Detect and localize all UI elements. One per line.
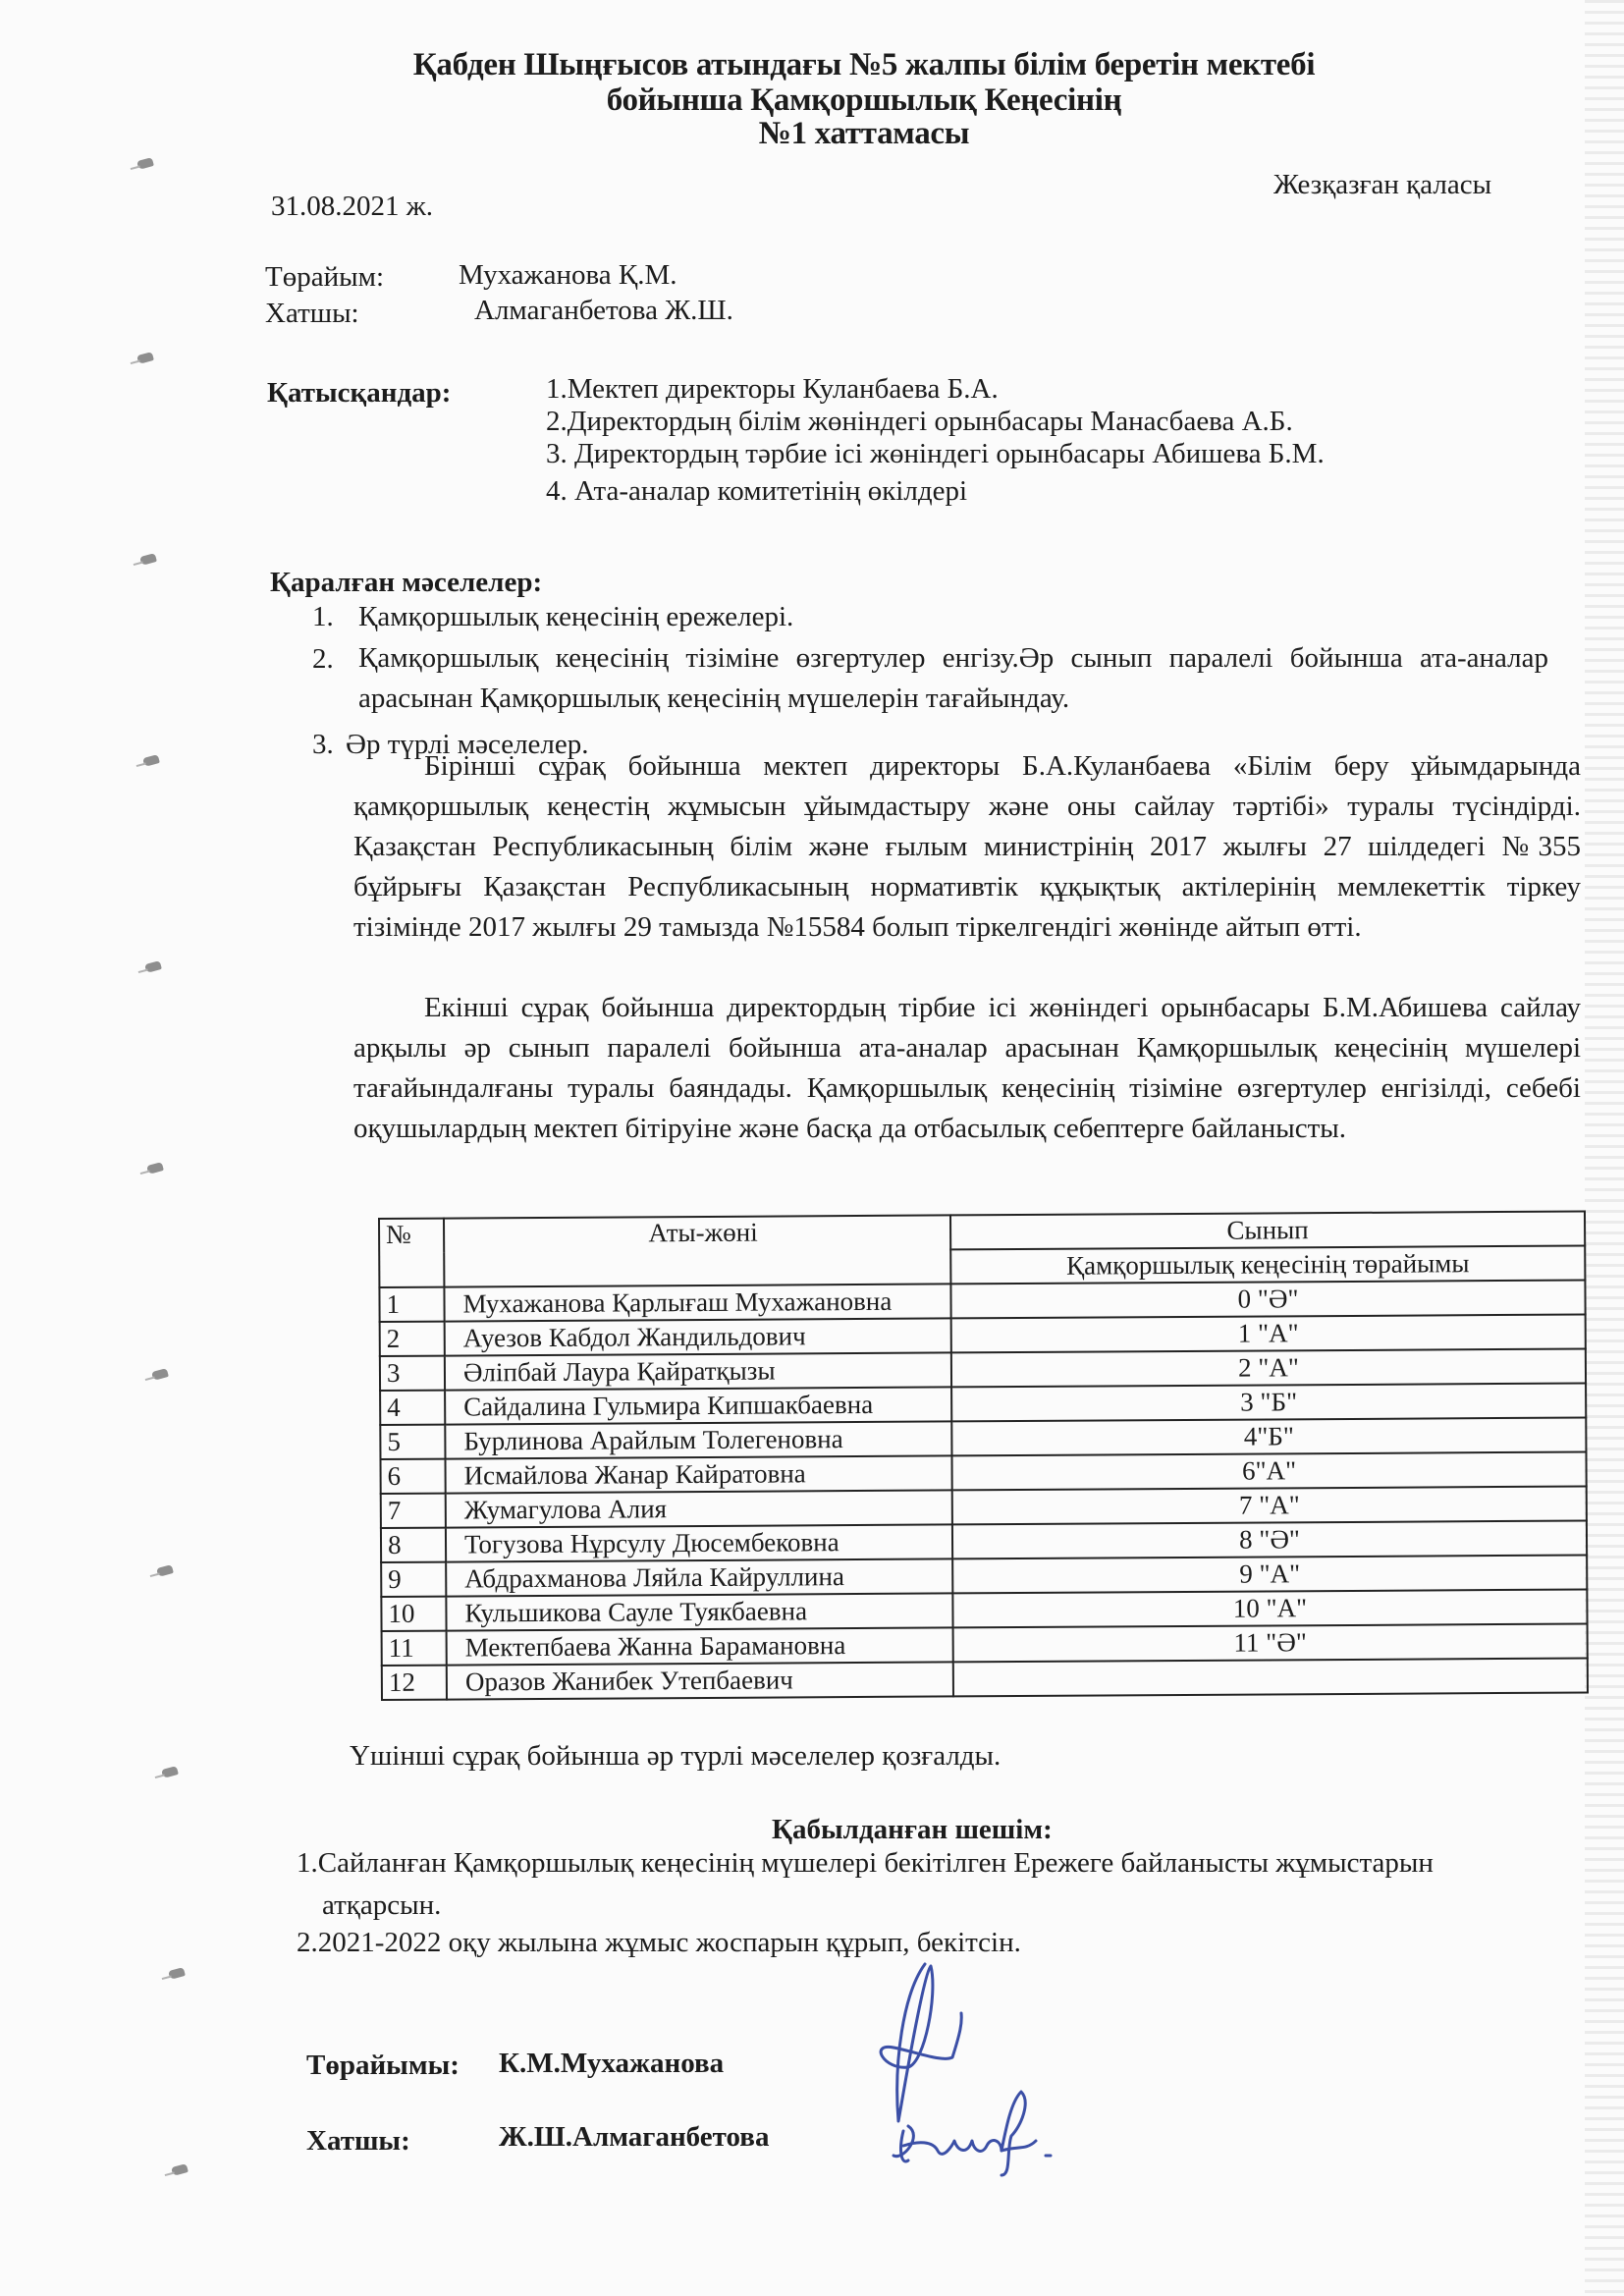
discussion-second-question [353,988,1581,1149]
member-class: 6"А" [951,1451,1586,1490]
discussion-third-question: Үшінші сұрақ бойынша әр түрлі мәселелер қозғалды. [350,1740,1001,1772]
member-number: 10 [381,1597,446,1631]
punch-hole-mark [146,1162,164,1175]
participant-item: 1.Мектеп директоры Куланбаева Б.А. [546,373,999,405]
member-number: 3 [380,1356,445,1391]
meeting-date: 31.08.2021 ж. [271,191,434,222]
member-class: 7 "А" [952,1486,1587,1524]
chair-name: Мухажанова Қ.М. [459,259,677,291]
member-name: Исмайлова Жанар Кайратовна [446,1455,952,1493]
city-name: Жезқазған қаласы [1273,169,1492,200]
member-number: 9 [381,1562,446,1597]
header-number: № [379,1219,444,1287]
discussion-paragraph: Бірінші сұрақ бойынша мектеп директоры Б.А.Куланбаева «Білім беру ұйымдарында қамқоршылық кеңестің жұмысын ұйымдастыру және оны сайлау тәртібі» туралы түсіндірді. Қазақстан Республикасының білім және ғылым министрінің 2017 жылғы 27 шілдедегі №355 бұйрығы Қазақстан Республикасының нормативтік құқықтық актілерінің мемлекеттік тіркеу тізімінде 2017 жылғы 29 тамызда №15584 болып тіркелгендігі жөнінде айтып өтті. [353,750,1581,943]
member-name: Оразов Жанибек Утепбаевич [447,1662,953,1699]
member-class-empty [953,1658,1588,1696]
member-name: Абдрахманова Ляйла Кайруллина [446,1558,952,1596]
agenda-item-number: 3. [312,729,334,760]
participant-item: 2.Директордың білім жөніндегі орынбасары Манасбаева А.Б. [546,406,1293,437]
agenda-label: Қаралған мәселелер: [270,567,543,598]
member-class: 1 "А" [951,1314,1586,1352]
secretary-name: Алмаганбетова Ж.Ш. [474,295,733,326]
header-name: Аты-жөні [444,1215,950,1286]
punch-hole-mark [161,1766,179,1778]
member-class: 3 "Б" [951,1383,1586,1421]
member-class: 9 "А" [952,1555,1587,1593]
punch-hole-mark [136,352,154,364]
member-name: Жумагулова Алия [446,1490,952,1527]
sign-secretary-name: Ж.Ш.Алмаганбетова [499,2121,770,2153]
document-title-line-1: Қабден Шыңғысов атындағы №5 жалпы білім беретін мектебі [412,47,1316,82]
document-title-line-2: бойынша Қамқоршылық Кеңесінің [606,82,1122,118]
agenda-item-number: 2. [312,643,334,675]
punch-hole-mark [139,553,157,566]
agenda-item [358,638,1548,719]
sign-secretary-label: Хатшы: [306,2125,410,2157]
punch-hole-mark [171,2163,189,2176]
discussion-paragraph: Екінші сұрақ бойынша директордың тірбие ісі жөніндегі орынбасары Б.М.Абишева сайлау арқылы әр сынып паралелі бойынша ата-аналар арасынан Қамқоршылық кеңесінің мүшелері тағайындалғаны туралы баяндады. Қамқоршылық кеңесінің тізіміне өзгертулер енгізілді, себебі оқушылардың мектеп бітіруіне және басқа да отбасылық себептерге байланысты. [353,992,1581,1144]
member-class: 8 "Ә" [952,1520,1587,1558]
member-number: 8 [381,1528,446,1562]
member-name: Ауезов Кабдол Жандильдович [445,1318,951,1355]
member-class: 4"Б" [951,1417,1586,1455]
punch-hole-mark [144,960,162,973]
member-name: Мектепбаева Жанна Барамановна [447,1627,953,1665]
handwritten-signature-icon [864,1954,1119,2180]
punch-hole-mark [136,157,154,170]
council-members-table [378,1210,1589,1701]
agenda-item-text: Қамқоршылық кеңесінің тізіміне өзгертулер енгізу.Әр сынып паралелі бойынша ата-аналар арасынан Қамқоршылық кеңесінің мүшелерін тағайындау. [358,642,1548,714]
sign-chair-name: К.М.Мухажанова [499,2048,725,2079]
member-name: Мухажанова Қарлығаш Мухажановна [444,1284,950,1321]
agenda-item: Әр түрлі мәселелер. [346,729,589,760]
participant-item: 3. Директордың тәрбие ісі жөніндегі орынбасары Абишева Б.М. [546,438,1325,469]
table-row [382,1658,1588,1700]
member-name: Тогузова Нұрсулу Дюсембековна [446,1524,952,1561]
member-number: 1 [379,1287,444,1322]
member-class: 2 "А" [951,1348,1586,1387]
punch-hole-mark [168,1967,186,1980]
decision-item-1 [297,1842,1435,1927]
agenda-item-number: 1. [312,601,334,632]
member-name: Сайдалина Гульмира Кипшакбаевна [445,1387,951,1424]
agenda-item: Қамқоршылық кеңесінің ережелері. [358,601,794,632]
punch-hole-mark [142,754,160,767]
scan-edge-shadow [1585,0,1624,2296]
member-name: Бурлинова Арайлым Толегеновна [445,1421,951,1458]
member-name: Әліпбай Лаура Қайратқызы [445,1352,951,1390]
member-number: 4 [380,1391,445,1425]
secretary-label: Хатшы: [265,298,359,329]
punch-hole-mark [151,1368,169,1381]
member-class: 11 "Ә" [953,1623,1588,1662]
member-number: 2 [380,1322,445,1356]
header-class: Сынып [950,1211,1585,1249]
participant-item: 4. Ата-аналар комитетінің өкілдері [546,475,968,507]
chair-label: Төрайым: [265,261,384,293]
discussion-first-question [353,746,1581,948]
member-number: 5 [380,1425,445,1459]
participants-label: Қатысқандар: [267,377,452,409]
punch-hole-mark [156,1564,174,1577]
member-class: 0 "Ә" [950,1280,1585,1318]
decision-label: Қабылданған шешім: [772,1814,1053,1845]
sign-chair-label: Төрайымы: [306,2050,460,2081]
decision-item-text: 1.Сайланған Қамқоршылық кеңесінің мүшелері бекітілген Ережеге байланысты жұмыстарын атқарсын. [297,1847,1434,1921]
member-name: Кульшикова Сауле Туякбаевна [446,1593,952,1630]
member-number: 12 [382,1666,447,1700]
member-class: Қамқоршылық кеңесінің төрайымы [950,1245,1585,1284]
member-class: 10 "А" [952,1589,1587,1627]
decision-item-2: 2.2021-2022 оқу жылына жұмыс жоспарын құрып, бекітсін. [297,1927,1021,1958]
member-number: 11 [382,1631,447,1666]
member-number: 7 [381,1494,446,1528]
document-title-line-3: №1 хаттамасы [758,116,970,151]
member-number: 6 [381,1459,446,1494]
